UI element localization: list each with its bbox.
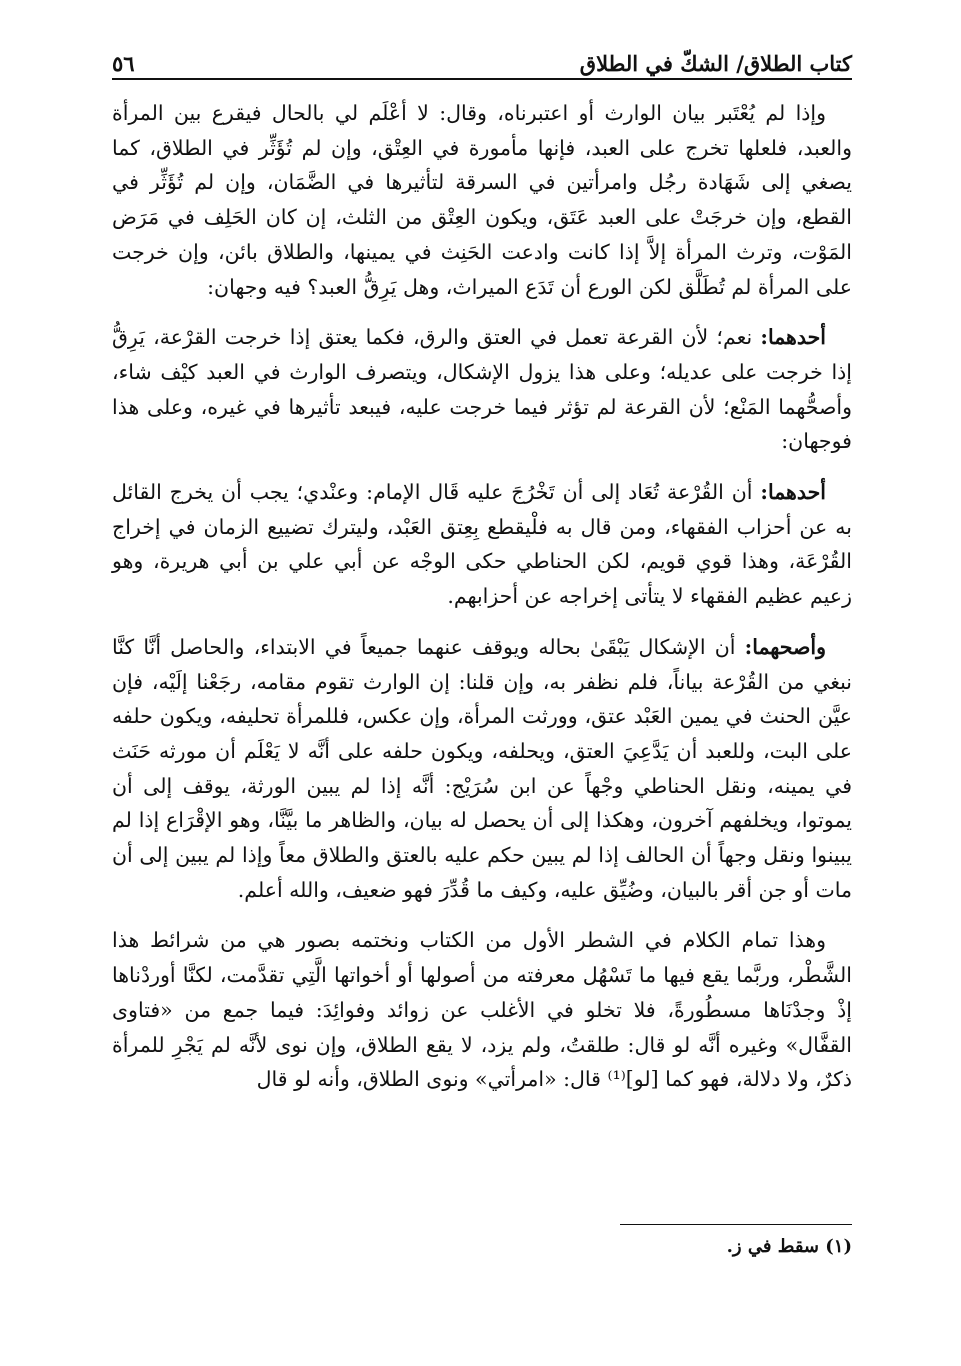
running-title: كتاب الطلاق/ الشكّ في الطلاق <box>579 51 852 76</box>
paragraph <box>112 96 852 304</box>
paragraph-text: نعم؛ لأن القرعة تعمل في العتق والرق، فكما يعتق إذا خرجت القرْعة، يَرِقُّ إذا خرجت على عديله؛ وعلى هذا يزول الإشكال، ويتصرف الوارث في العبد كيْف شاء، وأصحُّهما المَنْع؛ لأن القرعة لم تؤثر فيما خرجت عليه، فيبعد تأثيرها في غيره، وعلى هذا فوجهان: <box>112 325 852 454</box>
main-text <box>112 96 852 1097</box>
paragraph-lead: أحدهما: <box>760 480 826 505</box>
paragraph-lead: وأصحهما: <box>744 634 826 659</box>
footnote-rule <box>620 1224 852 1225</box>
paragraph-lead: أحدهما: <box>760 325 826 350</box>
paragraph-text: أن الإشكال يَبْقَىٰ بحاله ويوقف عنهما جميعاً في الابتداء، والحاصل أنَّا كنَّا نبغي من القُرْعة بياناً، فلم نظفر به، وإن قلنا: إن الوارث تقوم مقامه، رجَعْنا إلَيْه، فإن عيَّن الحنث في يمين العَبْد عتق، وورثت المرأة، وإن عكس، فللمرأة تحليفه، ويكون حلفه على البت، وللعبد أن يَدَّعِيَ العتق، ويحلفه، ويكون حلفه على أنَّه لا يَعْلَم أن مورثه حَنَث في يمينه، ونقل الحناطي وجْهاً عن ابن سُرَيْج: أنَّه إذا لم يبين الورثة، يوقف إلى أن يموتوا، ويخلفهم آخرون، وهكذا إلى أن يحصل له بيان، والظاهر ما بيَّنَّا، وهو الإقْرَاع إذا لم يبينوا ونقل وجهاً أن الحالف إذا لم يبين حكم عليه بالعتق والطلاق معاً وإذا لم يبين إلى أن مات أو جن أقر بالبيان، وضُيِّق عليه، وكيف ما قُدِّرَ فهو ضعيف، والله أعلم. <box>112 634 852 902</box>
paragraph <box>112 630 852 908</box>
paragraph-text: أن القُرْعة تُعَاد إلى أن تَخْرُجَ عليه قَال الإمام: وعنْدي؛ يجب أن يخرج القائل به عن أحزاب الفقهاء، ومن قال به فلْيقطع بِعِتق العَبْد، وليترك تضييع الزمان في إخراج القُرْعَة، وهذا قوي قويم، لكن الحناطي حكى الوجْه عن أبي علي بن أبي هريرة، وهو زعيم عظيم الفقهاء لا يتأتى إخراجه عن أحزابهم. <box>112 480 852 609</box>
page-header <box>112 36 852 76</box>
paragraph <box>112 320 852 459</box>
paragraph <box>112 475 852 614</box>
page-number: ٥٦ <box>112 51 135 76</box>
footnote: (١) سقط في ز. <box>726 1236 852 1257</box>
paragraph <box>112 923 852 1097</box>
paragraph-text: وإذا لم يُعْتَبر بيان الوارث أو اعتبرناه، وقال: لا أعْلَم لي بالحال فيقرع بين المرأة والعبد، فلعلها تخرج على العبد، فإنها مأمورة في العِتْق، وإن لم تُؤَثِّر في الطلاق، كما يصغي إلى شَهَادة رجُل وامرأتين في السرقة لتأثيرها في الضَّمَان، وإن لم تُؤَثِّر في القطع، وإن خرجَتْ على العبد عَتَق، ويكون العِتْق من الثلث، إن كان الحَلِف في مَرَض المَوْت، وترث المرأة إلاَّ إذا كانت وادعت الحَنِث في يمينها، والطلاق بائن، وإن خرجت على المرأة لم تُطَلَّق لكن الورع أن تَدَع الميراث، وهل يَرِقُّ العبد؟ فيه وجهان: <box>112 101 852 299</box>
paragraph-text: وهذا تمام الكلام في الشطر الأول من الكتاب ونختمه بصور هي من شرائط هذا الشَّطْر، وربَّما يقع فيها ما تَسْهُل معرفته من أصولها أو أخواتها الَّتِي تقدَّمت، لكنَّا أوردْناها إذْ وجدْنَاها مسطُورةً، فلا تخلو في الأغلب عن زوائد وفوائِدَ: فيما جمع من «فتاوى القفَّال» وغيره أنَّه لو قال: طلقتُ، ولم يزد، لا يقع الطلاق، وإن نوى لأنَّه لم يَجْرِ للمرأة ذكرٌ، ولا دلالة، فهو كما [لو]⁽¹⁾ قال: «امرأتي» ونوى الطلاق، وأنه لو قال <box>112 928 852 1092</box>
header-rule <box>112 78 852 80</box>
